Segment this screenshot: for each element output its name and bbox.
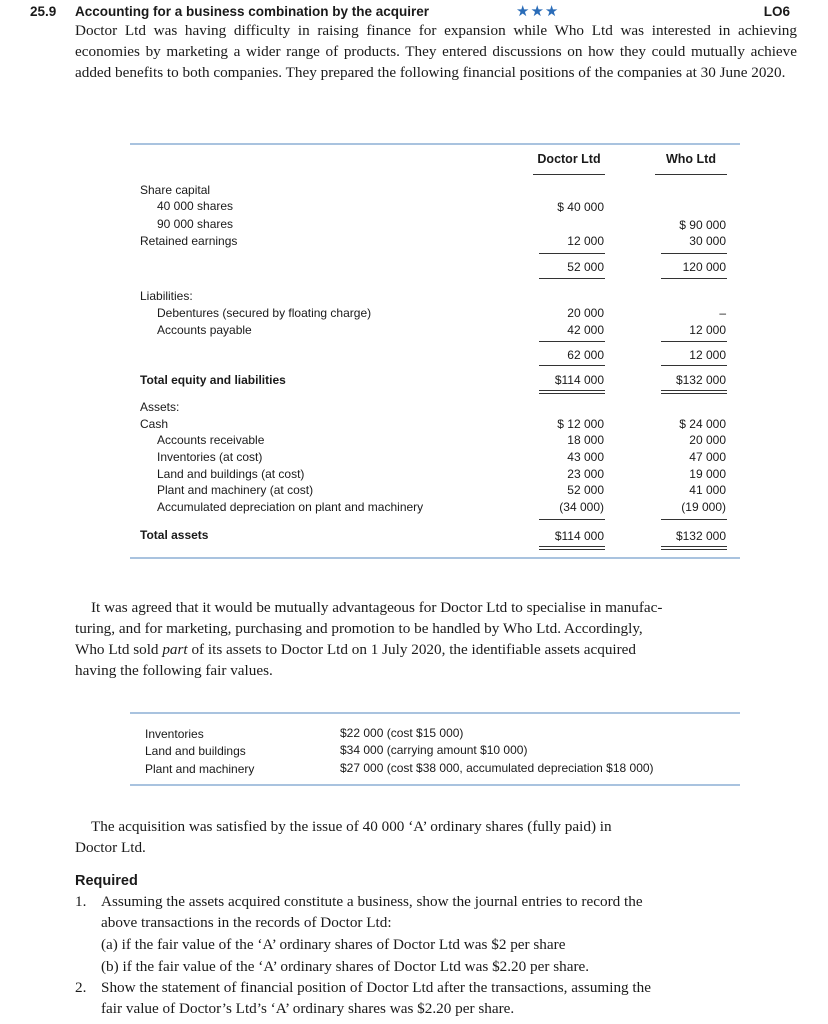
cell-who: 12 000 [689, 348, 726, 362]
cell-who: $ 24 000 [679, 417, 726, 431]
fair-values-table [130, 712, 740, 788]
para-line: having the following fair values. [75, 662, 273, 679]
para-line: It was agreed that it would be mutually advantageous for Doctor Ltd to specialise in manufac- [91, 599, 663, 616]
col-header-rule [533, 174, 605, 175]
question-1b: (b) if the fair value of the ‘A’ ordinary shares of Doctor Ltd was $2.20 per share. [101, 958, 590, 975]
cell-doctor: $ 12 000 [557, 417, 604, 431]
exercise-number: 25.9 [30, 4, 57, 19]
question-2-line: Show the statement of financial position of Doctor Ltd after the transactions, assuming the [101, 979, 651, 996]
para-line: The acquisition was satisfied by the issue of 40 000 ‘A’ ordinary shares (fully paid) in [91, 818, 612, 835]
subtotal-rule [661, 519, 727, 520]
learning-objective: LO6 [763, 4, 790, 19]
col-header-rule [655, 174, 727, 175]
subtotal-rule [539, 519, 605, 520]
required-heading: Required [75, 873, 138, 889]
cell-doctor: 52 000 [567, 483, 604, 497]
fv-item: Plant and machinery [145, 762, 255, 776]
question-1-line: above transactions in the records of Doctor Ltd: [101, 914, 392, 931]
row-label-total-equity: Total equity and liabilities [140, 373, 286, 387]
row-label-total-assets: Total assets [140, 528, 209, 542]
total-double-rule [661, 390, 727, 391]
row-label: Plant and machinery (at cost) [157, 483, 314, 497]
para-line: Who Ltd sold [75, 641, 163, 658]
cell-who: 20 000 [689, 433, 726, 447]
total-double-rule [661, 549, 727, 550]
subtotal-rule [661, 253, 727, 254]
acquisition-paragraph [75, 816, 797, 858]
para-line: turing, and for marketing, purchasing and promotion to be handled by Who Ltd. Accordingly, [75, 620, 643, 637]
total-double-rule [539, 390, 605, 391]
subtotal-rule [661, 278, 727, 279]
cell-who: 12 000 [689, 323, 726, 337]
cell-who: – [719, 306, 726, 320]
intro-paragraph: Doctor Ltd was having difficulty in raising finance for expansion while Who Ltd was interested in achieving economies by marketing a wider range of products. They entered discussions on how they could mutually achieve added benefits to both companies. They prepared the following financial positions of the companies at 30 June 2020. [75, 22, 797, 81]
subtotal-rule [661, 365, 727, 366]
emphasis-part: part [162, 641, 188, 658]
table-bottom-rule [130, 557, 740, 559]
row-label: Retained earnings [140, 234, 238, 248]
cell-doctor: 23 000 [567, 467, 604, 481]
question-number: 2. [75, 979, 87, 996]
exercise-title: Accounting for a business combination by the acquirer [75, 4, 430, 19]
row-label: Assets: [140, 400, 180, 414]
fv-value: $27 000 (cost $38 000, accumulated depreciation $18 000) [340, 761, 654, 775]
cell-who: $132 000 [675, 529, 726, 543]
table-top-rule [130, 143, 740, 145]
cell-who: 47 000 [689, 450, 726, 464]
subtotal-rule [661, 341, 727, 342]
row-label: 40 000 shares [157, 199, 234, 213]
total-double-rule [661, 546, 727, 547]
row-label: Accumulated depreciation on plant and machinery [157, 500, 424, 514]
cell-who: 30 000 [689, 234, 726, 248]
cell-who: 120 000 [682, 260, 726, 274]
subtotal-rule [539, 253, 605, 254]
total-double-rule [661, 393, 727, 394]
cell-doctor: 12 000 [567, 234, 604, 248]
subtotal-rule [539, 341, 605, 342]
row-label: Inventories (at cost) [157, 450, 263, 464]
cell-who: $132 000 [675, 373, 726, 387]
cell-doctor: (34 000) [559, 500, 604, 514]
cell-who: 41 000 [689, 483, 726, 497]
question-number: 1. [75, 893, 87, 910]
row-label: Share capital [140, 183, 211, 197]
cell-who: (19 000) [681, 500, 726, 514]
difficulty-stars-icon: ★★★ [516, 3, 560, 20]
cell-doctor: 62 000 [567, 348, 604, 362]
row-label: Accounts receivable [157, 433, 265, 447]
row-label: Liabilities: [140, 289, 193, 303]
total-double-rule [539, 546, 605, 547]
row-label: Land and buildings (at cost) [157, 467, 305, 481]
cell-who: $ 90 000 [679, 218, 726, 232]
cell-doctor: $ 40 000 [557, 200, 604, 214]
cell-doctor: $114 000 [554, 529, 604, 543]
question-1-line: Assuming the assets acquired constitute a business, show the journal entries to record the [101, 893, 643, 910]
subtotal-rule [539, 278, 605, 279]
row-label: 90 000 shares [157, 217, 234, 231]
fv-item: Land and buildings [145, 744, 246, 758]
cell-doctor: 18 000 [567, 433, 604, 447]
table-bottom-rule [130, 784, 740, 786]
question-1a: (a) if the fair value of the ‘A’ ordinary shares of Doctor Ltd was $2 per share [101, 936, 566, 953]
cell-doctor: $114 000 [554, 373, 604, 387]
fv-item: Inventories [145, 727, 204, 741]
agreement-paragraph [75, 597, 797, 681]
row-label: Accounts payable [157, 323, 252, 337]
cell-who: 19 000 [689, 467, 726, 481]
cell-doctor: 43 000 [567, 450, 604, 464]
col-header-who: Who Ltd [666, 152, 716, 166]
financial-position-table [130, 143, 740, 559]
fv-value: $34 000 (carrying amount $10 000) [340, 743, 528, 757]
total-double-rule [539, 393, 605, 394]
cell-doctor: 20 000 [567, 306, 604, 320]
fv-value: $22 000 (cost $15 000) [340, 726, 464, 740]
row-label: Cash [140, 417, 169, 431]
question-2-line: fair value of Doctor’s Ltd’s ‘A’ ordinary shares was $2.20 per share. [101, 1000, 515, 1017]
row-label: Debentures (secured by floating charge) [157, 306, 372, 320]
cell-doctor: 42 000 [567, 323, 604, 337]
para-line: of its assets to Doctor Ltd on 1 July 2020, the identifiable assets acquired [187, 641, 637, 658]
table-top-rule [130, 712, 740, 714]
subtotal-rule [539, 365, 605, 366]
cell-doctor: 52 000 [567, 260, 604, 274]
col-header-doctor: Doctor Ltd [537, 152, 601, 166]
para-line: Doctor Ltd. [75, 839, 146, 856]
total-double-rule [539, 549, 605, 550]
